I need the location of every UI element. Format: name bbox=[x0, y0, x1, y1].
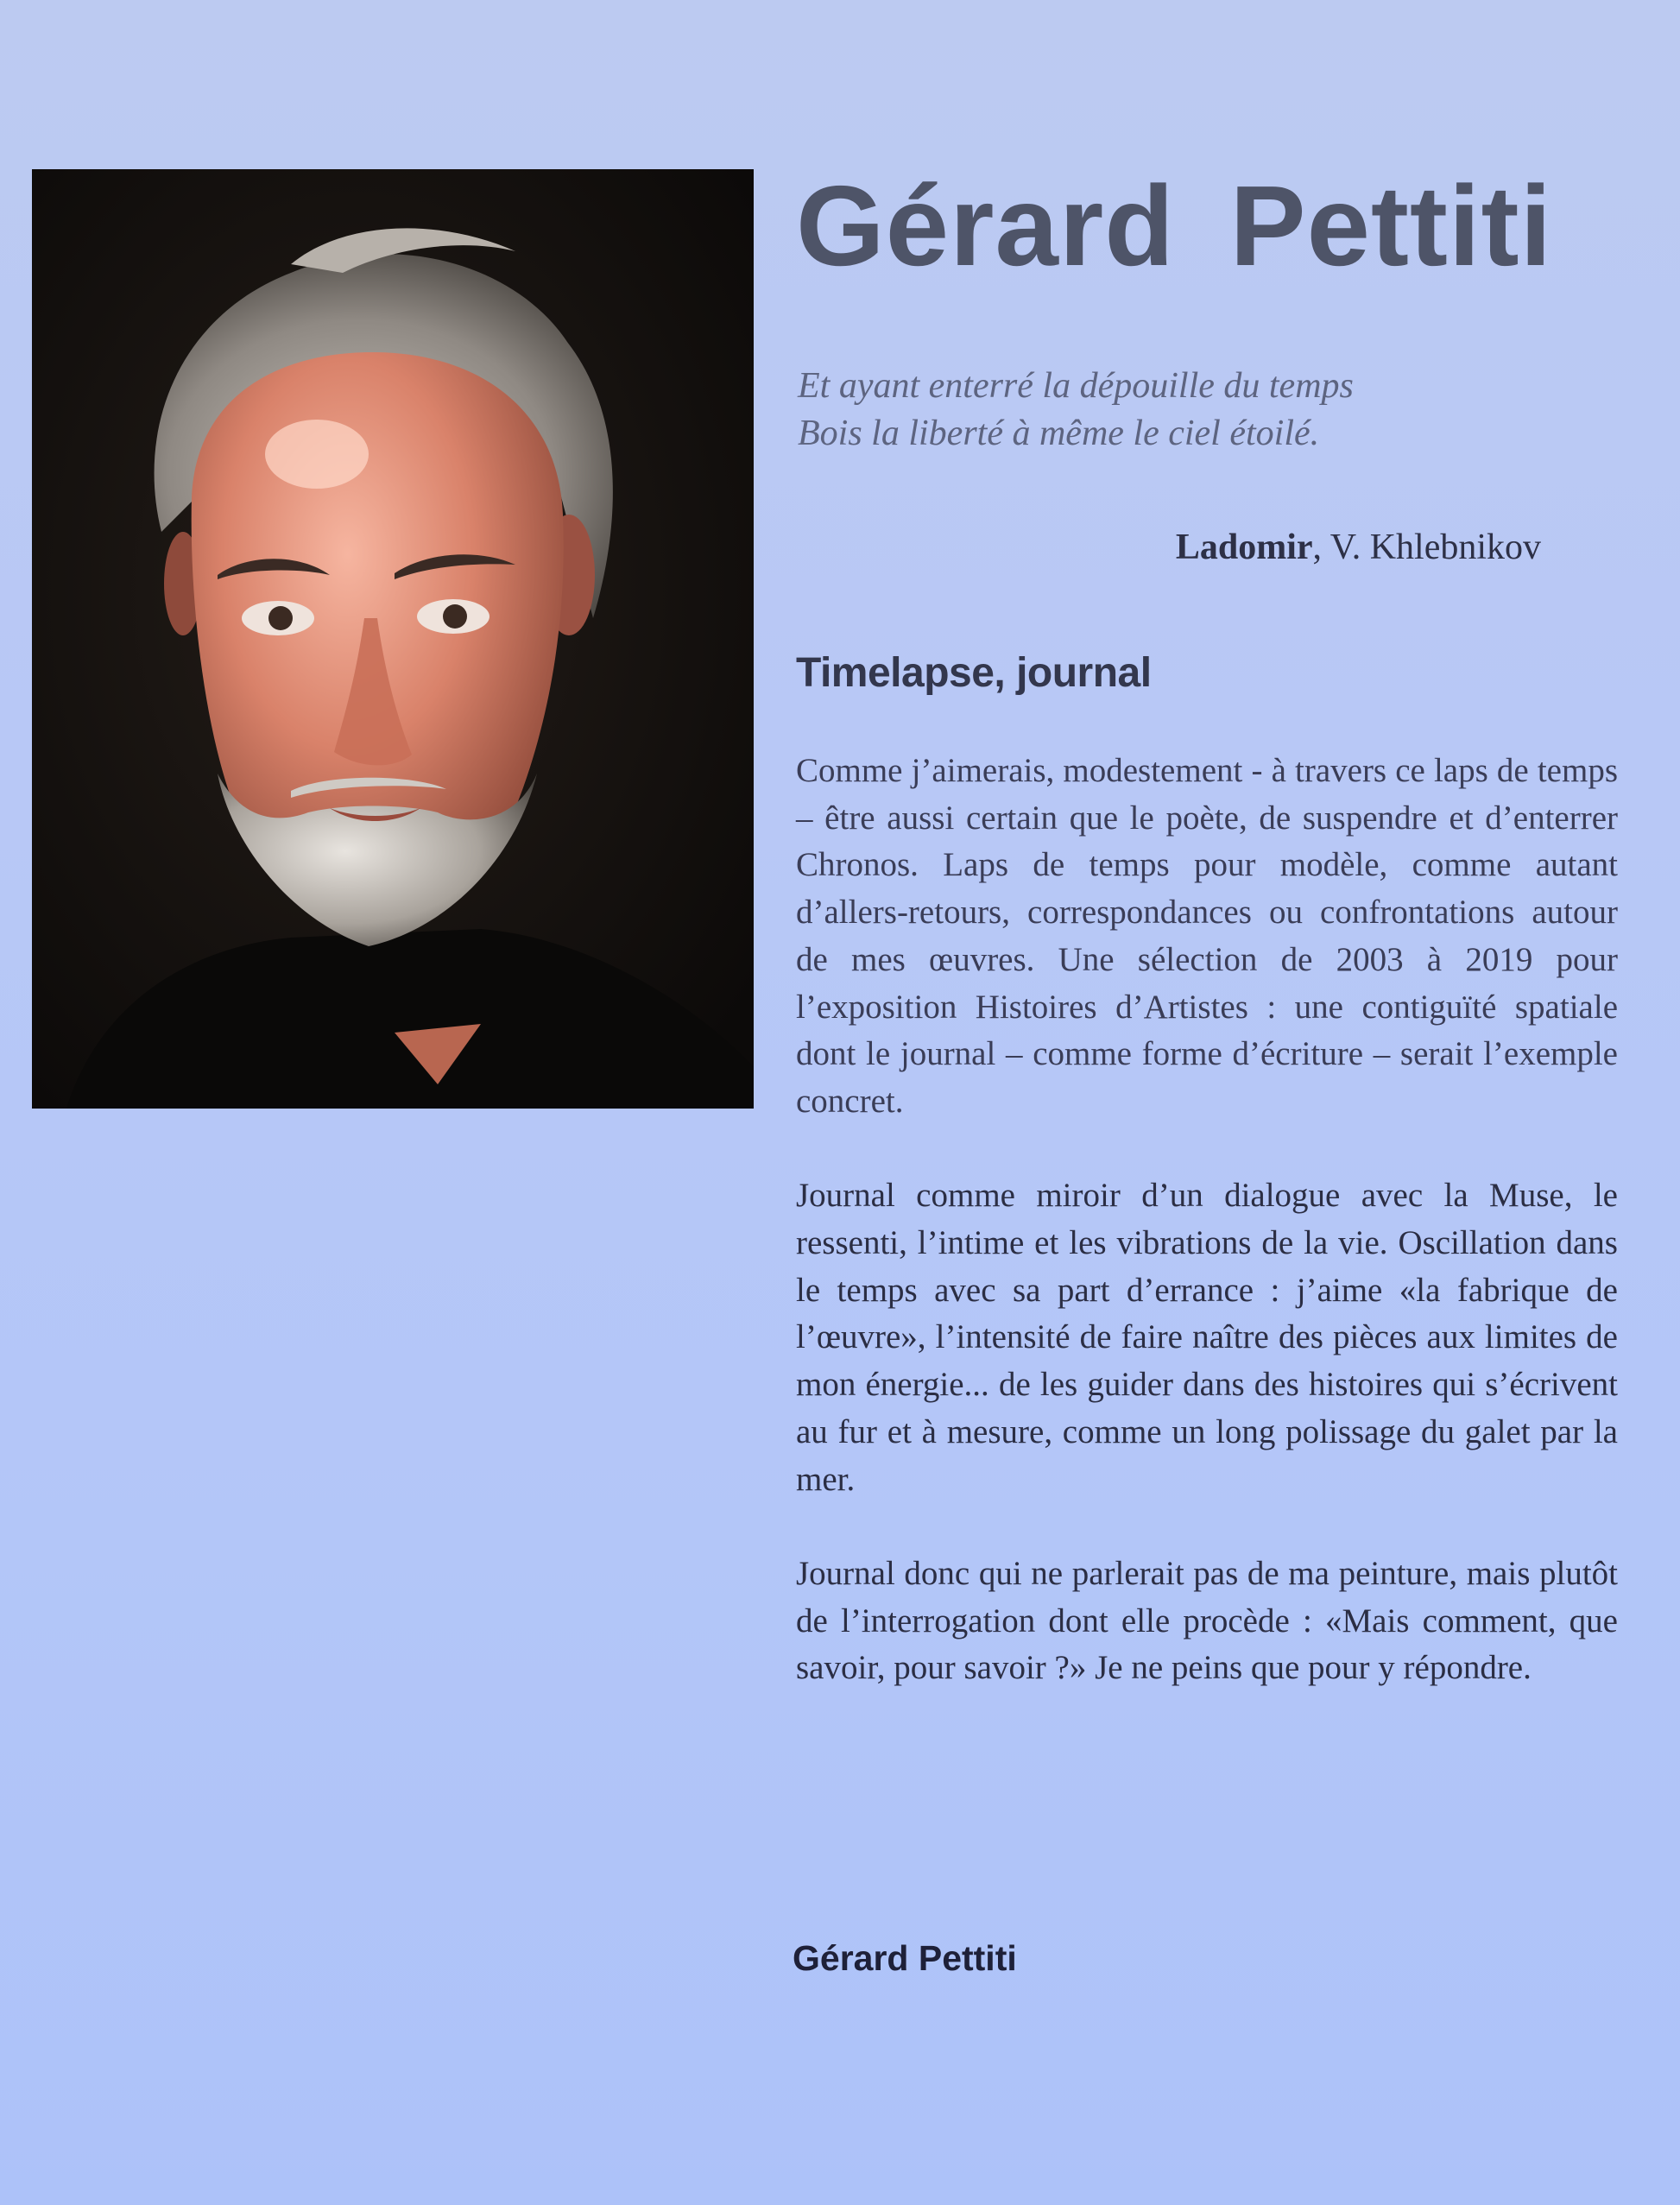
paragraph-3: Journal donc qui ne parlerait pas de ma peinture, mais plutôt de l’interrogation dont elle procède : «Mais comment, que savoir, pour savoir ?» Je ne peins que pour y répondre. bbox=[796, 1554, 1618, 1687]
section-title: Timelapse, journal bbox=[796, 650, 1152, 696]
artist-name-title: Gérard Pettiti bbox=[796, 162, 1553, 289]
epigraph-line-2: Bois la liberté à même le ciel étoilé. bbox=[798, 414, 1320, 453]
epigraph-source-title: Ladomir bbox=[1175, 528, 1313, 567]
epigraph-line-1: Et ayant enterré la dépouille du temps bbox=[798, 366, 1354, 406]
journal-text bbox=[796, 748, 1618, 1740]
paragraph-1: Comme j’aimerais, modestement - à travers ce laps de temps – être aussi certain que le poète, de suspendre et d’enterrer Chronos. Laps de temps pour modèle, comme autant d’allers-retours, correspondances ou confrontations autour de mes œuvres. Une sélection de 2003 à 2019 pour l’exposition Histoires d’Artistes : une contiguïté spatiale dont le journal – comme forme d’écriture – serait l’exemple concret. bbox=[796, 752, 1618, 1120]
epigraph-attribution bbox=[1176, 524, 1541, 572]
epigraph-source-author: , V. Khlebnikov bbox=[1312, 528, 1541, 567]
portrait-illustration bbox=[32, 169, 754, 1109]
artist-portrait-photo bbox=[32, 169, 754, 1109]
epigraph-quote bbox=[798, 363, 1626, 458]
paragraph-2: Journal comme miroir d’un dialogue avec la Muse, le ressenti, l’intime et les vibrations de la vie. Oscillation dans le temps avec sa part d’errance : j’aime «la fabrique de l’œuvre», l’intensité de faire naître des pièces aux limites de mon énergie... de les guider dans des histoires qui s’écrivent au fur et à mesure, comme un long polissage du galet par la mer. bbox=[796, 1177, 1618, 1498]
author-signature: Gérard Pettiti bbox=[793, 1938, 1017, 1978]
